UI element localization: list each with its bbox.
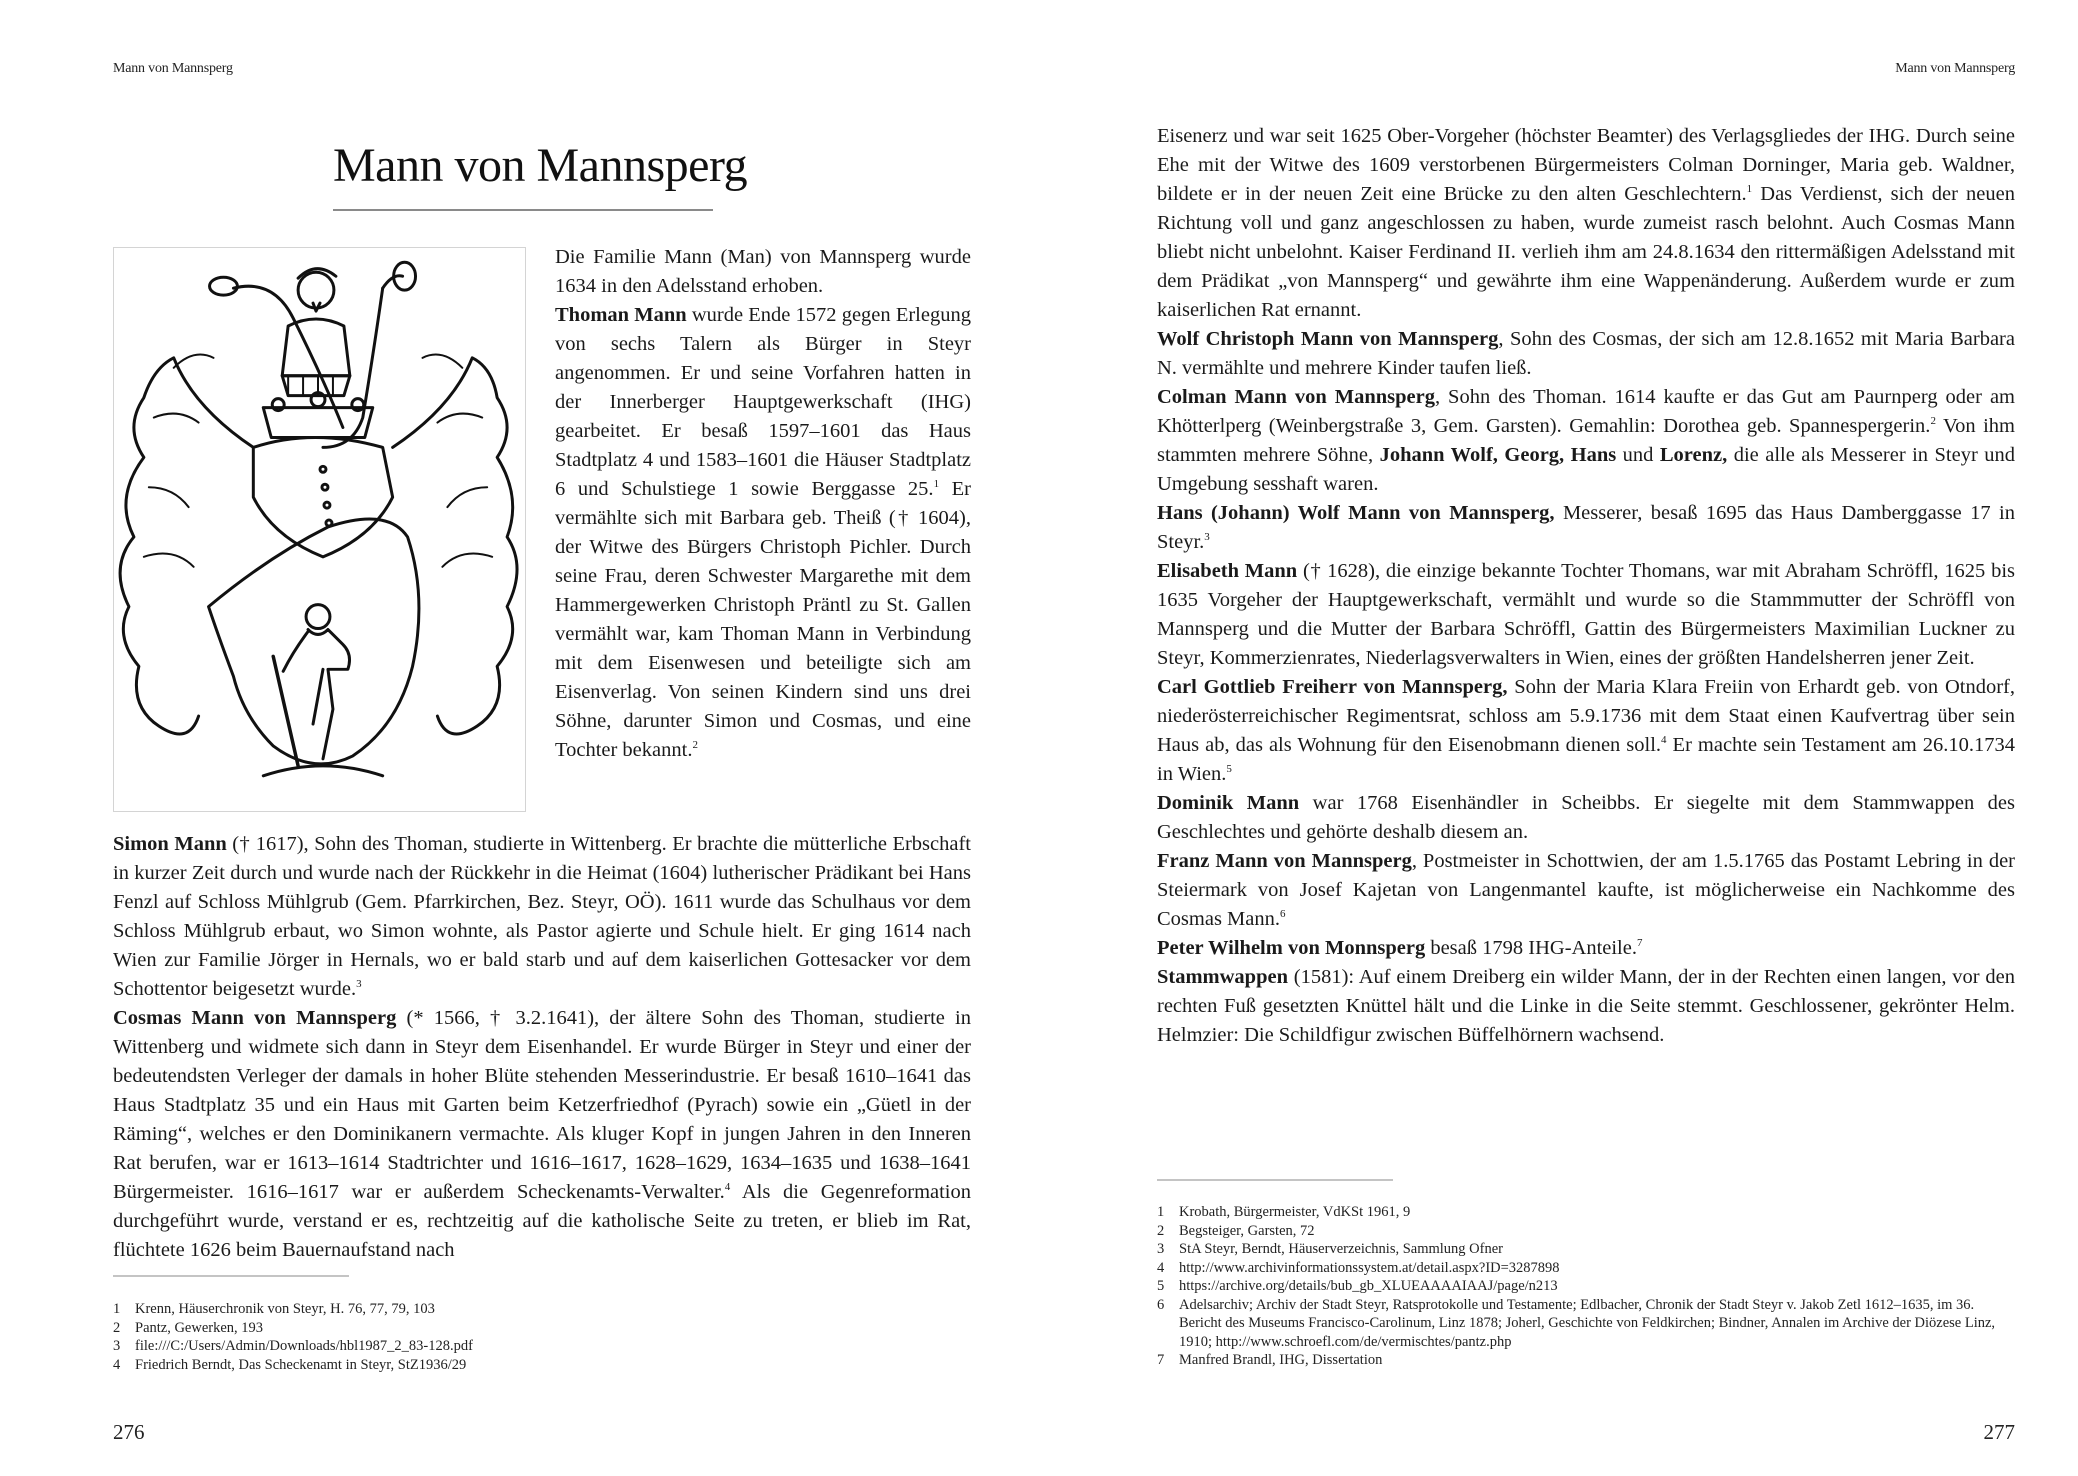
paragraph-elisabeth: Elisabeth Mann († 1628), die einzige bekannte Tochter Thomans, war mit Abraham Schröffl, 1625 bis 1635 Vorgeher der Hauptgewerkschaft, vermählt und wurde so die Stammmutter der Schröffl von Mannsperg und die Mutter der Barbara Schröffl, Gattin des Bürgermeisters Maximilian Luckner zu Steyr, Kommerzienrates, Niederlagsverwalters in Wien, eines der größten Handelsherren jener Zeit.	[1157, 560, 2016, 669]
paragraph-cosmas: Cosmas Mann von Mannsperg (* 1566, † 3.2.1641), der ältere Sohn des Thoman, studierte in Wittenberg und widmete sich dann in Steyr dem Eisenhandel. Er wurde Bürger in Steyr und einer der bedeutendsten Verleger der damals in hoher Blüte stehenden Messerindustrie. Er besaß 1610–1641 das Haus Stadtplatz 35 und ein Haus mit Garten beim Ketzerfriedhof (Pyrach) sowie ein „Güetl in der Räming“, welches er den Dominikanern vermachte. Als kluger Kopf in jungen Jahren in den Inneren Rat berufen, war er 1613–1614 Stadtrichter und 1616–1617, 1628–1629, 1634–1635 und 1638–1641 Bürgermeister. 1616–1617 war er außerdem Scheckenamts-Verwalter.$^4$ Als die Gegenreformation durchgeführt wurde, verstand er es, rechtzeitig auf die katholische Seite zu treten, er blieb im Rat, flüchtete 1626 beim Bauernaufstand nach	[113, 1007, 971, 1261]
footnote: 7 Manfred Brandl, IHG, Dissertation	[1157, 1352, 1383, 1368]
person-name: Hans (Johann) Wolf Mann von Mannsperg,	[1157, 502, 1555, 524]
footnote-divider	[113, 1275, 349, 1277]
person-name: Elisabeth Mann	[1157, 560, 1298, 582]
footnote-ref[interactable]: 1	[1746, 183, 1753, 195]
footnote-ref[interactable]: 2	[1930, 415, 1936, 427]
footnote-ref[interactable]: 1	[933, 478, 940, 490]
footnote-ref[interactable]: 2	[692, 739, 698, 751]
person-name: Thoman Mann	[555, 304, 687, 326]
paragraph-simon: Simon Mann († 1617), Sohn des Thoman, studierte in Wittenberg. Er brachte die mütterliche Erbschaft in kurzer Zeit durch und wurde nach der Rückkehr in die Heimat (1604) lutherischer Prädikant bei Hans Fenzl auf Schloss Mühlgrub (Gem. Pfarrkirchen, Bez. Steyr, OÖ). 1611 wurde das Schulhaus vor dem Schloss Mühlgrub erbaut, wo Simon wohnte, als Pastor agierte und Schule hielt. Er ging 1614 nach Wien zur Familie Jörger in Hernals, wo er bald starb und auf dem kaiserlichen Gottesacker vor dem Schottentor beigesetzt wurde.$^3$	[113, 833, 971, 1000]
body-text	[1157, 122, 2015, 1050]
footnotes	[1157, 1203, 2017, 1370]
footnote: 2 Begsteiger, Garsten, 72	[1157, 1222, 1315, 1239]
page-number: 276	[113, 1420, 145, 1444]
person-name: Lorenz,	[1659, 444, 1728, 466]
paragraph-family-intro: Die Familie Mann (Man) von Mannsperg wurde 1634 in den Adelsstand erhoben.	[555, 246, 971, 297]
paragraph-wolf-christoph: Wolf Christoph Mann von Mannsperg, Sohn des Cosmas, der sich am 12.8.1652 mit Maria Barbara N. vermählte und mehrere Kinder taufen ließ.	[1157, 328, 2015, 379]
footnote: 6 Adelsarchiv; Archiv der Stadt Steyr, Ratsprotokolle und Testamente; Edlbacher, Chronik der Stadt Steyr v. Jakob Zetl 1612–1635, im 36. Bericht des Museums Francisco-Carolinum, Linz 1878; Joherl, Geschichte von Feldkirchen; Bindner, Annalen im Archive der Diözese Linz, 1910; http://www.schroefl.com/de/vermischtes/pantz.php	[1157, 1296, 1996, 1350]
footnote: 1 Krenn, Häuserchronik von Steyr, H. 76, 77, 79, 103	[113, 1301, 435, 1317]
chapter-title: Mann von Mannsperg	[333, 139, 748, 192]
footnote-ref[interactable]: 4	[724, 1181, 731, 1193]
person-name: Franz Mann von Mannsperg	[1157, 850, 1412, 872]
person-name: Carl Gottlieb Freiherr von Mannsperg,	[1157, 676, 1508, 698]
paragraph-thoman: Thoman Mann wurde Ende 1572 gegen Erlegung von sechs Talern als Bürger in Steyr angenommen. Er und seine Vorfahren hatten in der Innerberger Hauptgewerkschaft (IHG) gearbeitet. Er besaß 1597–1601 das Haus Stadtplatz 4 und 1583–1601 die Häuser Stadtplatz 6 und Schulstiege 1 sowie Berggasse 25.$^1$ Er vermählte sich mit Barbara geb. Theiß († 1604), der Witwe des Bürgers Christoph Pichler. Durch seine Frau, deren Schwester Margarethe mit dem Hammergewerken Christoph Präntl zu St. Gallen vermählt war, kam Thoman Mann in Verbindung mit dem Eisenwesen und beteiligte sich am Eisenverlag. Von seinen Kindern sind uns drei Söhne, darunter Simon und Cosmas, und eine Tochter bekannt.$^2$	[555, 304, 971, 761]
term-name: Stammwappen	[1157, 966, 1288, 988]
footnote-ref[interactable]: 7	[1636, 937, 1643, 949]
paragraph-carl: Carl Gottlieb Freiherr von Mannsperg, Sohn der Maria Klara Freiin von Erhardt geb. von Otndorf, niederösterreichischer Regimentsrat, schloss am 5.9.1736 mit dem Staat einen Kaufvertrag über sein Haus ab, das als Wohnung für den Eisenobmann dienen soll.$^4$ Er machte sein Testament am 26.10.1734 in Wien.$^5$	[1157, 676, 2015, 785]
paragraph-franz: Franz Mann von Mannsperg, Postmeister in Schottwien, der am 1.5.1765 das Postamt Lebring in der Steiermark von Josef Kajetan von Langenmantel kaufte, ist möglicherweise ein Nachkomme des Cosmas Mann.$^6$	[1157, 850, 2015, 930]
person-name: Colman Mann von Mannsperg	[1157, 386, 1435, 408]
person-name: Simon Mann	[113, 833, 227, 855]
coat-of-arms-figure	[113, 247, 526, 812]
title-rule	[333, 209, 713, 211]
footnote: 1 Krobath, Bürgermeister, VdKSt 1961, 9	[1157, 1204, 1411, 1220]
footnote-ref[interactable]: 5	[1226, 763, 1232, 775]
footnote: 3 StA Steyr, Berndt, Häuserverzeichnis, Sammlung Ofner	[1157, 1241, 1503, 1257]
person-name: Dominik Mann	[1157, 792, 1300, 814]
coat-of-arms-icon	[114, 248, 525, 811]
paragraph-cosmas-continued: Eisenerz und war seit 1625 Ober-Vorgeher (höchster Beamter) des Verlagsgliedes der IHG. Durch seine Ehe mit der Witwe des 1609 verstorbenen Bürgermeisters Colman Dorninger, Maria geb. Waldner, bildete er in der neuen Zeit eine Brücke zu den alten Geschlechtern.$^1$ Das Verdienst, sich der neuen Richtung voll und ganz angeschlossen zu haben, wurde zumeist rasch belohnt. Auch Cosmas Mann bliebt nicht unbelohnt. Kaiser Ferdinand II. verlieh ihm am 24.8.1634 den rittermäßigen Adelsstand mit dem Prädikat „von Mannsperg“ und gewährte ihm eine Wappenänderung. Außerdem wurde er zum kaiserlichen Rat ernannt.	[1157, 125, 2015, 321]
footnote-link[interactable]: https://archive.org/details/bub_gb_XLUEAAAAIAAJ/page/n213	[1179, 1278, 1558, 1294]
running-head: Mann von Mannsperg	[1895, 61, 2015, 76]
paragraph-stammwappen: Stammwappen (1581): Auf einem Dreiberg ein wilder Mann, der in der Rechten einen langen, vor den rechten Fuß gesetzten Knüttel hält und die Linke in die Seite stemmt. Geschlossener, gekrönter Helm. Helmzier: Die Schildfigur zwischen Büffelhörnern wachsend.	[1157, 966, 2015, 1046]
person-name: Peter Wilhelm von Monnsperg	[1157, 937, 1426, 959]
footnote-link[interactable]: http://www.archivinformationssystem.at/detail.aspx?ID=3287898	[1179, 1259, 1560, 1276]
footnote-ref[interactable]: 4	[1661, 734, 1667, 746]
paragraph-dominik: Dominik Mann war 1768 Eisenhändler in Scheibbs. Er siegelte mit dem Stammwappen des Geschlechtes und gehörte deshalb diesem an.	[1157, 792, 2015, 843]
footnote: 4 Friedrich Berndt, Das Scheckenamt in Steyr, StZ1936/29	[113, 1356, 467, 1373]
footnote: 2 Pantz, Gewerken, 193	[113, 1319, 264, 1336]
paragraph-colman: Colman Mann von Mannsperg, Sohn des Thoman. 1614 kaufte er das Gut am Paurnperg oder am Khötterlperg (Weinbergstraße 3, Gem. Garsten). Gemahlin: Dorothea geb. Spannespergerin.$^2$ Von ihm stammten mehrere Söhne, Johann Wolf, Georg, Hans und Lorenz, die alle als Messerer in Steyr und Umgebung sesshaft waren.	[1157, 386, 2015, 495]
person-name: Cosmas Mann von Mannsperg	[113, 1007, 397, 1029]
footnote-divider	[1157, 1179, 1393, 1181]
footnote: 4 http://www.archivinformationssystem.at/detail.aspx?ID=3287898	[1157, 1259, 2017, 1278]
footnote-ref[interactable]: 6	[1280, 908, 1286, 920]
page-number: 277	[1983, 1420, 2015, 1444]
footnote-ref[interactable]: 3	[1204, 531, 1210, 543]
body-text	[113, 830, 971, 1265]
person-name: Johann Wolf, Georg, Hans	[1379, 444, 1617, 466]
running-head: Mann von Mannsperg	[113, 61, 233, 76]
intro-text	[555, 243, 971, 765]
footnote: 5 https://archive.org/details/bub_gb_XLUEAAAAIAAJ/page/n213	[1157, 1277, 2017, 1296]
paragraph-peter: Peter Wilhelm von Monnsperg besaß 1798 IHG-Anteile.$^7$	[1157, 937, 1643, 959]
footnotes	[113, 1300, 973, 1374]
person-name: Wolf Christoph Mann von Mannsperg	[1157, 328, 1499, 350]
paragraph-hans: Hans (Johann) Wolf Mann von Mannsperg, Messerer, besaß 1695 das Haus Damberggasse 17 in Steyr.$^3$	[1157, 502, 2016, 553]
footnote-ref[interactable]: 3	[356, 978, 362, 990]
right-page	[1039, 0, 2078, 1476]
footnote: 3 file:///C:/Users/Admin/Downloads/hbl1987_2_83-128.pdf	[113, 1338, 473, 1354]
